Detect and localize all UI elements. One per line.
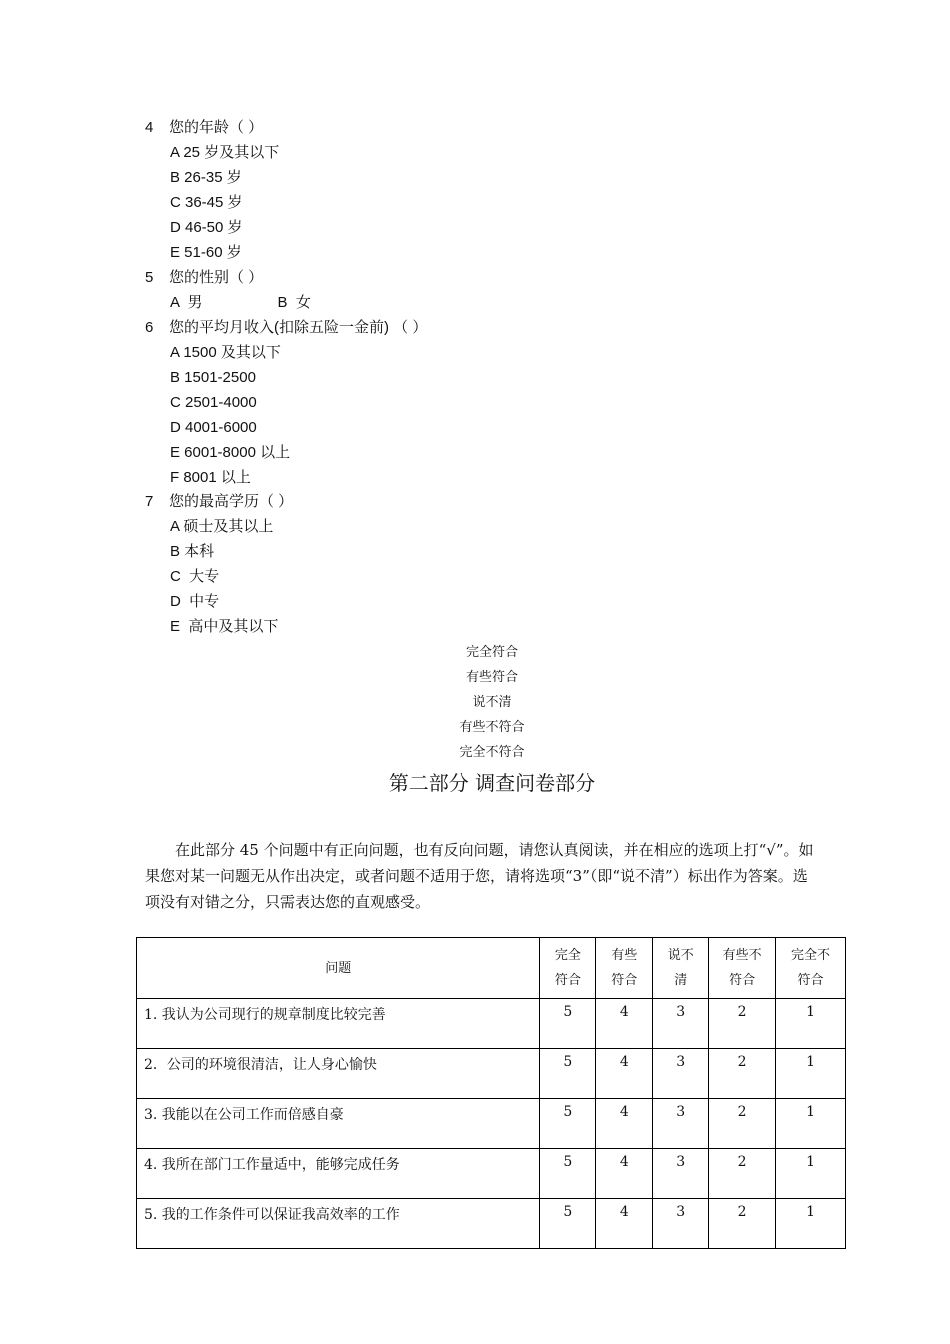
option-item: C 36-45 岁	[170, 194, 243, 211]
table-row	[137, 1049, 846, 1099]
question-cell: 5. 我的工作条件可以保证我高效率的工作	[137, 1199, 540, 1249]
scale-label: 说不清	[472, 695, 512, 710]
value-cell[interactable]: 3	[653, 999, 709, 1049]
option-item: C 大专	[170, 568, 220, 585]
option-item: B 1501-2500	[170, 369, 256, 386]
option-item: A 1500 及其以下	[170, 344, 281, 361]
scale-label: 完全不符合	[459, 745, 525, 760]
question-text: 您的平均月收入(扣除五险一金前) （ ）	[169, 319, 428, 336]
question-number: 4	[145, 119, 154, 136]
scale-label: 有些符合	[465, 670, 518, 685]
question-text: 您的最高学历（ ）	[169, 493, 294, 510]
value-cell[interactable]: 1	[776, 1149, 846, 1199]
option-item: F 8001 以上	[170, 469, 251, 486]
header-line: 清	[674, 973, 688, 988]
question-number: 6	[145, 319, 154, 336]
option-item: E 高中及其以下	[170, 618, 279, 635]
question-cell: 1. 我认为公司现行的规章制度比较完善	[137, 999, 540, 1049]
value-cell[interactable]: 3	[653, 1099, 709, 1149]
option-item: E 51-60 岁	[170, 244, 242, 261]
header-line: 符合	[729, 973, 756, 988]
question-cell: 4. 我所在部门工作量适中，能够完成任务	[137, 1149, 540, 1199]
option-item: A 25 岁及其以下	[170, 144, 280, 161]
value-cell[interactable]: 4	[596, 1199, 653, 1249]
question-6	[145, 315, 427, 340]
header-line: 完全不	[791, 948, 831, 963]
value-cell[interactable]: 5	[540, 1099, 596, 1149]
value-cell[interactable]: 1	[776, 999, 846, 1049]
question-5	[145, 265, 263, 290]
value-cell[interactable]: 2	[709, 1099, 776, 1149]
option-item: E 6001-8000 以上	[170, 444, 291, 461]
header-scale-4	[596, 938, 653, 999]
option-item: A 硕士及其以上	[170, 518, 274, 535]
question-cell: 2．公司的环境很清洁，让人身心愉快	[137, 1049, 540, 1099]
section-title: 第二部分 调查问卷部分	[388, 771, 596, 795]
value-cell[interactable]: 5	[540, 1149, 596, 1199]
scale-label: 完全符合	[465, 645, 518, 660]
value-cell[interactable]: 2	[709, 1199, 776, 1249]
value-cell[interactable]: 4	[596, 1149, 653, 1199]
question-text: 您的性别（ ）	[169, 269, 264, 286]
header-scale-1	[776, 938, 846, 999]
question-number: 5	[145, 269, 154, 286]
value-cell[interactable]: 4	[596, 1049, 653, 1099]
value-cell[interactable]: 1	[776, 1199, 846, 1249]
header-line: 符合	[611, 973, 638, 988]
header-scale-3	[653, 938, 709, 999]
value-cell[interactable]: 2	[709, 999, 776, 1049]
value-cell[interactable]: 3	[653, 1199, 709, 1249]
header-line: 有些不	[722, 948, 762, 963]
value-cell[interactable]: 2	[709, 1049, 776, 1099]
header-scale-2	[709, 938, 776, 999]
table-row	[137, 1099, 846, 1149]
value-cell[interactable]: 3	[653, 1149, 709, 1199]
value-cell[interactable]: 5	[540, 999, 596, 1049]
option-item: C 2501-4000	[170, 394, 257, 411]
option-item: D 4001-6000	[170, 419, 257, 436]
question-number: 7	[145, 493, 154, 510]
value-cell[interactable]: 5	[540, 1199, 596, 1249]
question-7	[145, 489, 293, 514]
header-line: 符合	[797, 973, 824, 988]
scale-label: 有些不符合	[459, 720, 525, 735]
option-item: B 26-35 岁	[170, 169, 242, 186]
value-cell[interactable]: 4	[596, 1099, 653, 1149]
value-cell[interactable]: 3	[653, 1049, 709, 1099]
option-item: A 男 B 女	[170, 294, 311, 311]
question-4	[145, 115, 263, 140]
header-line: 完全	[554, 948, 581, 963]
value-cell[interactable]: 4	[596, 999, 653, 1049]
survey-table	[136, 937, 846, 1249]
header-question: 问题	[137, 938, 540, 999]
header-line: 符合	[554, 973, 581, 988]
option-item: D 中专	[170, 593, 220, 610]
value-cell[interactable]: 1	[776, 1049, 846, 1099]
question-cell: 3. 我能以在公司工作而倍感自豪	[137, 1099, 540, 1149]
header-line: 说不	[667, 948, 694, 963]
value-cell[interactable]: 1	[776, 1099, 846, 1149]
intro-paragraph: 在此部分 45 个问题中有正向问题，也有反向问题，请您认真阅读，并在相应的选项上打“√”。如果您对某一问题无从作出决定，或者问题不适用于您，请将选项“3”（即“说不清”）标出作为答案。选项没有对错之分，只需表达您的直观感受。	[145, 841, 814, 911]
question-text: 您的年龄（ ）	[169, 119, 264, 136]
table-row	[137, 999, 846, 1049]
value-cell[interactable]: 2	[709, 1149, 776, 1199]
header-line: 有些	[611, 948, 638, 963]
value-cell[interactable]: 5	[540, 1049, 596, 1099]
table-header-row	[137, 938, 846, 999]
table-row	[137, 1149, 846, 1199]
option-item: D 46-50 岁	[170, 219, 243, 236]
header-scale-5	[540, 938, 596, 999]
option-item: B 本科	[170, 543, 215, 560]
table-row	[137, 1199, 846, 1249]
